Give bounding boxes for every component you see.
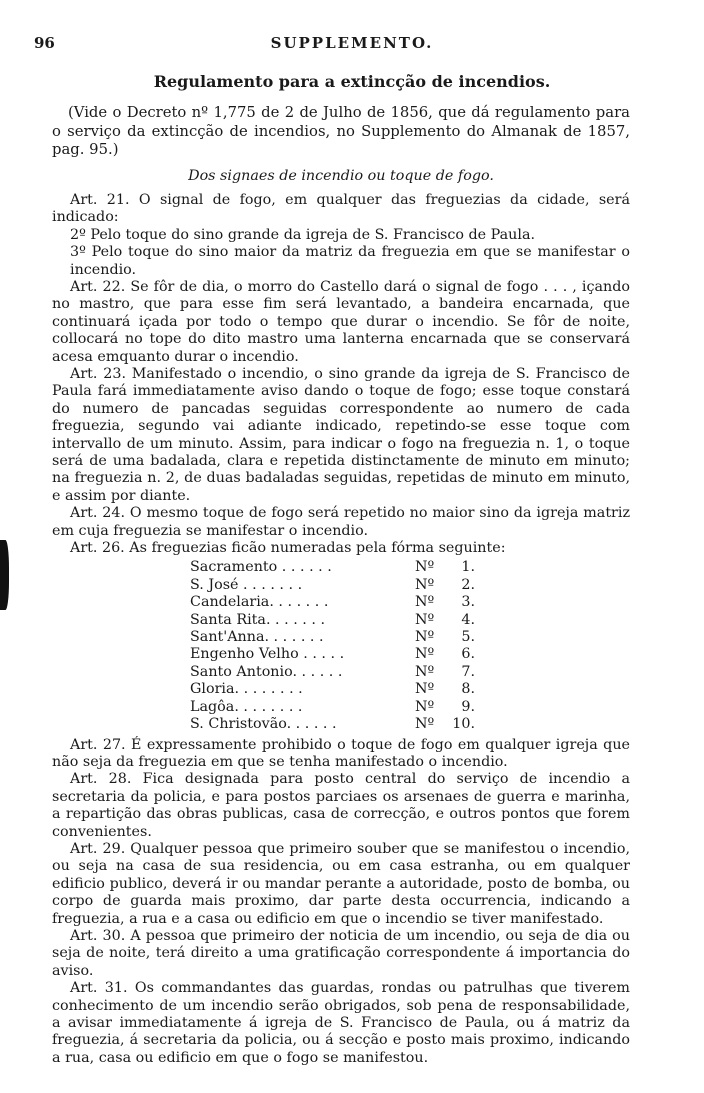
article-paragraph: Art. 31. Os commandantes das guardas, rondas ou patrulhas que tiverem conhecimento de um incendio serão obrigados, sob pena de responsabilidade, a avisar immediatamente á igreja de S. Francisco de Paula, ou á matriz da freguezia, á secretaria da policia, ou á secção e posto mais proximo, indicando a rua, casa ou edificio em que o fogo se manifestou. xyxy=(52,980,630,1066)
parish-number: 1. xyxy=(461,559,475,576)
parish-number: 10. xyxy=(452,716,475,733)
leader-dots: . . . . . . . xyxy=(269,594,329,611)
parish-number: 2. xyxy=(461,576,475,593)
leader-dots: . . . . . . xyxy=(292,663,343,680)
article-paragraph: Art. 24. O mesmo toque de fogo será repetido no maior sino da igreja matriz em cuja freguezia se manifestar o incendio. xyxy=(52,505,630,539)
parish-row xyxy=(190,664,475,681)
parish-name: S. Christovão xyxy=(190,716,287,733)
parish-row xyxy=(190,594,475,611)
leader-dots: . . . . . . . . xyxy=(234,681,303,698)
article-paragraph: Art. 23. Manifestado o incendio, o sino grande da igreja de S. Francisco de Paula fará immediatamente aviso dando o toque de fogo; esse toque constará do numero de pancadas seguidas correspondente ao numero de cada freguezia, segundo vai adiante indicado, repetindo-se esse toque com intervallo de um minuto. Assim, para indicar o fogo na freguezia n. 1, o toque será de uma badalada, clara e repetida distinctamente de minuto em minuto; na freguezia n. 2, de duas badaladas seguidas, repetidas de minuto em minuto, e assim por diante. xyxy=(52,365,630,504)
leader-dots: . . . . . . xyxy=(277,559,332,576)
article-paragraph: Art. 21. O signal de fogo, em qualquer das freguezias da cidade, será indicado: xyxy=(52,191,630,226)
parish-number: 5. xyxy=(461,629,475,646)
page-number: 96 xyxy=(34,34,55,52)
parish-number-label: Nº xyxy=(415,629,435,646)
parish-number-label: Nº xyxy=(415,576,435,593)
article-body xyxy=(52,104,630,1067)
ink-blot xyxy=(0,540,9,610)
parish-name: Candelaria xyxy=(190,594,270,611)
article-paragraph: Art. 27. É expressamente prohibido o toque de fogo em qualquer igreja que não seja da freguezia em que se tenha manifestado o incendio. xyxy=(52,736,630,770)
parish-number: 9. xyxy=(461,698,475,715)
page-header xyxy=(34,34,670,56)
leader-dots: . . . . . . . xyxy=(264,629,324,646)
subsection-title: Dos signaes de incendio ou toque de fogo. xyxy=(188,167,494,184)
parish-number-label: Nº xyxy=(415,716,435,733)
article-paragraph: 2º Pelo toque do sino grande da igreja de S. Francisco de Paula. xyxy=(70,226,536,243)
intro-note: (Vide o Decreto nº 1,775 de 2 de Julho de 1856, que dá regulamento para o serviço da extincção de incendios, no Supplemento do Almanak de 1857, pag. 95.) xyxy=(52,104,630,158)
parish-row xyxy=(190,646,475,663)
article-paragraph: Art. 30. A pessoa que primeiro der noticia de um incendio, ou seja de dia ou seja de noite, terá direito a uma gratificação correspondente á importancia do aviso. xyxy=(52,927,630,979)
parish-number: 8. xyxy=(461,681,475,698)
parish-row xyxy=(190,716,475,733)
parish-name: S. José xyxy=(190,576,239,593)
section-title: Regulamento para a extincção de incendios. xyxy=(153,72,551,91)
running-title: SUPPLEMENTO. xyxy=(270,34,434,52)
parish-row xyxy=(190,577,475,594)
parish-number-label: Nº xyxy=(415,698,435,715)
article-paragraph: Art. 26. As freguezias ficão numeradas pela fórma seguinte: xyxy=(70,540,506,557)
parish-row xyxy=(190,612,475,629)
parish-number-label: Nº xyxy=(415,663,435,680)
parish-name: Santo Antonio xyxy=(190,663,293,680)
parish-name: Gloria xyxy=(190,681,235,698)
parish-number: 6. xyxy=(461,646,475,663)
article-paragraph: Art. 22. Se fôr de dia, o morro do Castello dará o signal de fogo . . . , içando no mastro, que para esse fim será levantado, a bandeira encarnada, que continuará içada por todo o tempo que durar o incendio. Se fôr de noite, collocará no tope do dito mastro uma lanterna encarnada que se conservará acesa emquanto durar o incendio. xyxy=(52,278,630,365)
parish-row xyxy=(190,681,475,698)
parish-number-label: Nº xyxy=(415,594,435,611)
leader-dots: . . . . . . . . xyxy=(234,698,303,715)
parish-number-label: Nº xyxy=(415,611,435,628)
article-paragraph: Art. 28. Fica designada para posto central do serviço de incendio a secretaria da policia, e para postos parciaes os arsenaes de guerra e marinha, a repartição das obras publicas, casa de correcção, e outros pontos que forem convenientes. xyxy=(52,771,630,840)
leader-dots: . . . . . . . xyxy=(238,576,303,593)
parish-name: Lagôa xyxy=(190,698,235,715)
parish-name: Sacramento xyxy=(190,559,278,576)
leader-dots: . . . . . xyxy=(298,646,345,663)
parish-name: Engenho Velho xyxy=(190,646,299,663)
leader-dots: . . . . . . . xyxy=(265,611,326,628)
parish-number-label: Nº xyxy=(415,681,435,698)
leader-dots: . . . . . . xyxy=(286,716,337,733)
parish-row xyxy=(190,559,475,576)
article-paragraph: 3º Pelo toque do sino maior da matriz da freguezia em que se manifestar o incendio. xyxy=(70,244,630,278)
parish-row xyxy=(190,629,475,646)
parish-name: Santa Rita xyxy=(190,611,266,628)
parish-number: 4. xyxy=(461,611,475,628)
parish-number-label: Nº xyxy=(415,559,435,576)
parish-list xyxy=(190,559,475,733)
article-paragraph: Art. 29. Qualquer pessoa que primeiro souber que se manifestou o incendio, ou seja na casa de sua residencia, ou em casa estranha, ou em qualquer edificio publico, deverá ir ou mandar perante a autoridade, posto de bomba, ou corpo de guarda mais proximo, dar parte desta occurrencia, indicando a freguezia, a rua e a casa ou edificio em que o incendio se tiver manifestado. xyxy=(52,840,630,927)
parish-number-label: Nº xyxy=(415,646,435,663)
parish-name: Sant'Anna xyxy=(190,629,265,646)
parish-row xyxy=(190,699,475,716)
parish-number: 3. xyxy=(461,594,475,611)
parish-number: 7. xyxy=(461,663,475,680)
